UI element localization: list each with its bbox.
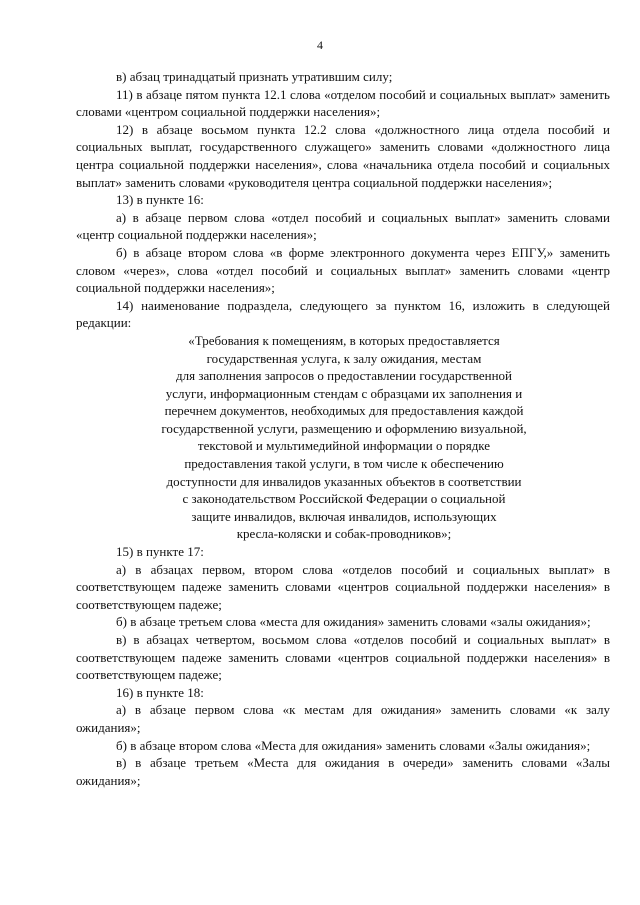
- paragraph: б) в абзаце третьем слова «места для ожидания» заменить словами «залы ожидания»;: [116, 614, 591, 630]
- paragraph: а) в абзацах первом, втором слова «отделов пособий и социальных выплат» в соответствующем падеже заменить словами «центров социальной поддержки населения» в соответствующем падеже;: [76, 561, 610, 612]
- quote-line: с законодательством Российской Федерации о социальной: [182, 491, 506, 507]
- paragraph: 14) наименование подраздела, следующего за пунктом 16, изложить в следующей редакции:: [76, 297, 610, 331]
- paragraph: а) в абзаце первом слова «к местам для ожидания» заменить словами «к залу ожидания»;: [76, 702, 610, 735]
- paragraph: в) абзац тринадцатый признать утратившим силу;: [116, 69, 393, 84]
- quote-line: перечнем документов, необходимых для предоставления каждой: [164, 403, 524, 419]
- paragraph: 11) в абзаце пятом пункта 12.1 слова «отделом пособий и социальных выплат» заменить словами «центром социальной поддержки населения»;: [76, 86, 610, 120]
- paragraph: 16) в пункте 18:: [116, 684, 204, 700]
- paragraph: 15) в пункте 17:: [116, 544, 204, 560]
- quoted-heading: [76, 332, 610, 543]
- quote-line: государственной услуги, размещению и оформлению визуальной,: [161, 420, 527, 436]
- paragraph: б) в абзаце втором слова «в форме электронного документа через ЕПГУ,» заменить словом «через», слова «отдел пособий и социальных выплат» заменить словами «центр социальной поддержки населения»;: [76, 244, 610, 296]
- quote-line: услуги, информационным стендам с образцами их заполнения и: [165, 385, 523, 401]
- paragraph: б) в абзаце втором слова «Места для ожидания» заменить словами «Залы ожидания»;: [116, 737, 591, 753]
- quote-line: доступности для инвалидов указанных объектов в соответствии: [166, 473, 522, 489]
- paragraph: в) в абзацах четвертом, восьмом слова «отделов пособий и социальных выплат» в соответствующем падеже заменить словами «центров социальной поддержки населения» в соответствующем падеже;: [76, 632, 610, 683]
- quote-line: предоставления такой услуги, в том числе к обеспечению: [184, 456, 504, 472]
- quote-line: защите инвалидов, включая инвалидов, использующих: [191, 508, 497, 524]
- quote-line: кресла-коляски и собак-проводников»;: [236, 526, 452, 542]
- paragraph: в) в абзаце третьем «Места для ожидания в очереди» заменить словами «Залы ожидания»;: [76, 755, 610, 788]
- paragraph: 12) в абзаце восьмом пункта 12.2 слова «должностного лица отдела пособий и социальных выплат, государственного служащего» заменить словами «должностного лица центра социальной поддержки населения», слова «начальника отдела пособий и социальных выплат» заменить словами «руководителя центра социальной поддержки населения»;: [76, 121, 610, 190]
- quote-line: для заполнения запросов о предоставлении государственной: [175, 368, 512, 384]
- page-number: 4: [317, 38, 323, 52]
- paragraph: 13) в пункте 16:: [116, 192, 204, 208]
- quote-line: текстовой и мультимедийной информации о порядке: [197, 438, 491, 454]
- paragraph: а) в абзаце первом слова «отдел пособий и социальных выплат» заменить словами «центр социальной поддержки населения»;: [76, 209, 610, 243]
- quote-line: «Требования к помещениям, в которых предоставляется: [188, 332, 500, 348]
- document-body: [76, 68, 610, 789]
- quote-line: государственная услуга, к залу ожидания, местам: [206, 350, 482, 366]
